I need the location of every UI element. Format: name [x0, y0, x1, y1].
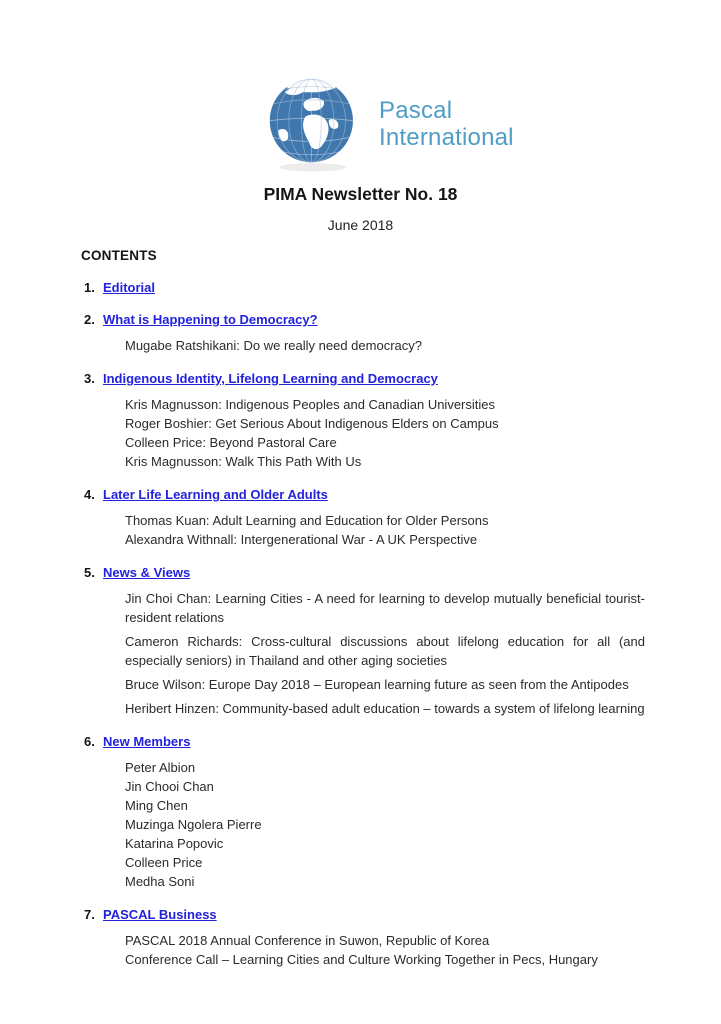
toc-item [81, 564, 645, 581]
toc-sub-item: Cameron Richards: Cross-cultural discussions about lifelong education for all (and especially seniors) in Thailand and other aging societies [125, 634, 645, 668]
toc-sub-item: Roger Boshier: Get Serious About Indigenous Elders on Campus [125, 416, 499, 431]
toc-item [81, 906, 645, 923]
toc-link-indigenous[interactable]: Indigenous Identity, Lifelong Learning and Democracy [103, 371, 438, 386]
toc-section-later-life [81, 486, 645, 549]
toc-link-new-members[interactable]: New Members [103, 734, 191, 749]
toc-sub-item: Jin Choi Chan: Learning Cities - A need for learning to develop mutually beneficial tourist-resident relations [125, 591, 645, 625]
toc-sub-item: Medha Soni [125, 874, 195, 889]
toc-sub-item: Colleen Price [125, 855, 203, 870]
toc-item-number: 2. [84, 312, 95, 327]
pascal-logo [263, 74, 514, 174]
toc-item [81, 311, 645, 328]
toc-sub-list [125, 511, 645, 549]
globe-icon [263, 74, 363, 174]
brand-wordmark [379, 97, 514, 151]
page-header [0, 0, 721, 184]
toc-sub-item: Conference Call – Learning Cities and Culture Working Together in Pecs, Hungary [125, 952, 598, 967]
brand-line1: Pascal [379, 97, 453, 124]
toc-section-pascal-business [81, 906, 645, 969]
toc-section-indigenous [81, 370, 645, 471]
toc-sub-item: Muzinga Ngolera Pierre [125, 817, 262, 832]
toc-section-news-views [81, 564, 645, 718]
toc-sub-item: Jin Chooi Chan [125, 779, 214, 794]
toc-item-number: 4. [84, 487, 95, 502]
contents [0, 248, 721, 969]
toc-item-number: 1. [84, 280, 95, 295]
toc-sub-list [125, 336, 645, 355]
toc-link-editorial[interactable]: Editorial [103, 280, 156, 295]
toc-item [81, 733, 645, 750]
toc-sub-item: Katarina Popovic [125, 836, 224, 851]
toc-item [81, 370, 645, 387]
toc-sub-item: Thomas Kuan: Adult Learning and Education for Older Persons [125, 513, 489, 528]
toc-sub-item: Heribert Hinzen: Community-based adult education – towards a system of lifelong learning [125, 701, 645, 716]
toc-sub-list [125, 589, 645, 718]
toc-item-number: 7. [84, 907, 95, 922]
toc-sub-item: Colleen Price: Beyond Pastoral Care [125, 435, 337, 450]
toc-link-pascal-business[interactable]: PASCAL Business [103, 907, 217, 922]
toc-sub-list [125, 758, 645, 891]
toc-item-number: 6. [84, 734, 95, 749]
toc-item [81, 486, 645, 503]
toc-link-news-views[interactable]: News & Views [103, 565, 191, 580]
newsletter-date: June 2018 [327, 217, 394, 233]
toc-sub-list [125, 395, 645, 471]
toc-sub-item: Peter Albion [125, 760, 196, 775]
toc-item-number: 5. [84, 565, 95, 580]
toc-link-later-life[interactable]: Later Life Learning and Older Adults [103, 487, 328, 502]
toc-sub-item: Ming Chen [125, 798, 188, 813]
newsletter-title: PIMA Newsletter No. 18 [263, 184, 458, 204]
toc-link-democracy[interactable]: What is Happening to Democracy? [103, 312, 318, 327]
toc-sub-item: Alexandra Withnall: Intergenerational War - A UK Perspective [125, 532, 478, 547]
brand-line2: International [379, 124, 514, 151]
toc-section-editorial [81, 279, 645, 296]
toc-sub-list [125, 931, 645, 969]
toc-section-new-members [81, 733, 645, 891]
toc-sub-item: Mugabe Ratshikani: Do we really need democracy? [125, 338, 422, 353]
toc-sub-item: Kris Magnusson: Walk This Path With Us [125, 454, 362, 469]
toc-sub-item: Kris Magnusson: Indigenous Peoples and Canadian Universities [125, 397, 495, 412]
toc-sub-item: Bruce Wilson: Europe Day 2018 – European learning future as seen from the Antipodes [125, 677, 629, 692]
toc-item-number: 3. [84, 371, 95, 386]
toc-item [81, 279, 645, 296]
toc-sub-item: PASCAL 2018 Annual Conference in Suwon, Republic of Korea [125, 933, 490, 948]
toc-section-democracy [81, 311, 645, 355]
contents-heading: CONTENTS [81, 248, 157, 263]
